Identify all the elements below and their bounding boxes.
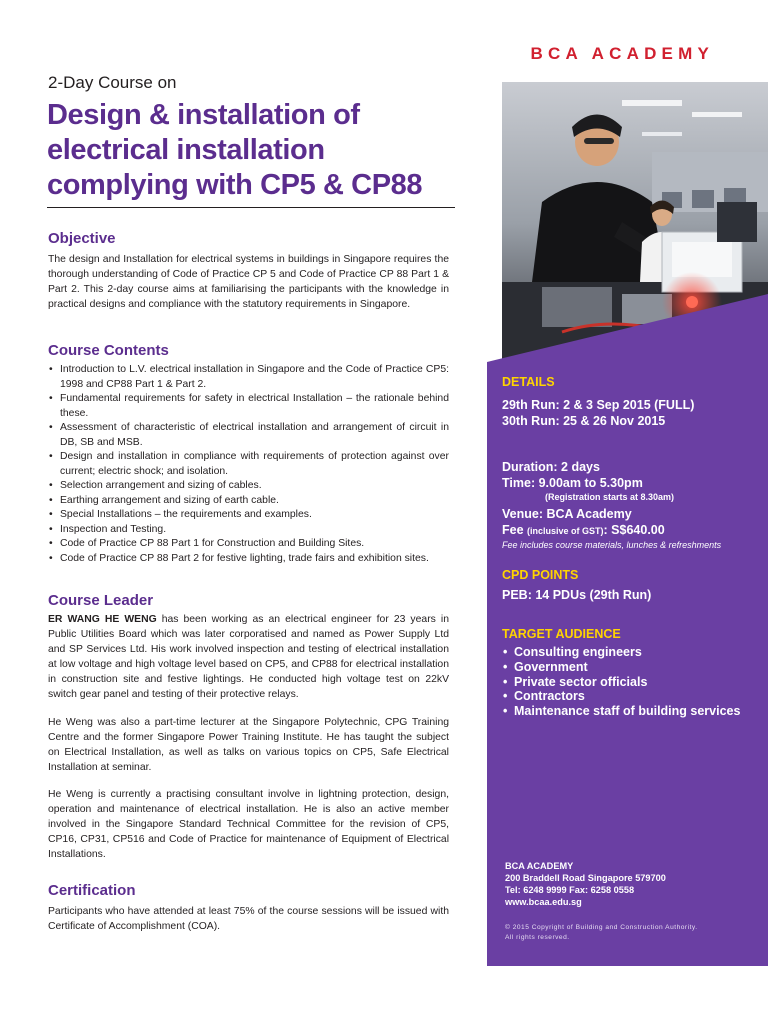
list-item: • Fundamental requirements for safety in electrical Installation – the rationale behind these.: [48, 392, 449, 421]
fee: [502, 523, 665, 537]
copyright-line: © 2015 Copyright of Building and Construction Authority.: [505, 924, 698, 931]
title-line: complying with CP5 & CP88: [47, 169, 423, 201]
list-item: • Inspection and Testing.: [48, 523, 449, 538]
contact-phone: Tel: 6248 9999 Fax: 6258 0558: [505, 885, 635, 895]
course-leader-bio-3: [48, 787, 449, 862]
leader-paragraph: He Weng was also a part-time lecturer at the Singapore Polytechnic, CPG Training Centre and the former Singapore Power Training Institute. He has taught the subject on Electrical Installation, as well as talks on various topics on CP5, Safe Electrical Installation at seminar.: [48, 717, 449, 773]
course-kicker: 2-Day Course on: [48, 73, 177, 92]
list-item: • Introduction to L.V. electrical installation in Singapore and the Code of Practice CP5: 1998 and CP88 Part 1 & Part 2.: [48, 363, 449, 392]
copyright-line: All rights reserved.: [505, 934, 570, 941]
details-heading: DETAILS: [502, 375, 555, 389]
leader-paragraph-text: has been working as an electrical engineer for 23 years in Public Utilities Board which was later corporatised and named as Power Supply Ltd and SP Services Ltd. His work involved inspection and testing of electrical installation at low voltage and high voltage level based on CP5, and CP88 for electrical installation in construction site and festive lightings. He conducted high voltage test on 22kV switch gear panel and testing of their protective relays.: [48, 614, 449, 700]
course-leader-bio: [48, 612, 449, 702]
venue: Venue: BCA Academy: [502, 507, 632, 521]
cpd-text: PEB: 14 PDUs (29th Run): [502, 588, 652, 602]
list-item: • Consulting engineers: [502, 645, 740, 660]
fee-label: Fee: [502, 523, 524, 537]
run-29: 29th Run: 2 & 3 Sep 2015 (FULL): [502, 398, 695, 412]
list-item: • Selection arrangement and sizing of cables.: [48, 479, 449, 494]
course-leader-heading: Course Leader: [48, 592, 154, 609]
course-leader-bio-2: [48, 715, 449, 775]
cpd-heading: CPD POINTS: [502, 568, 579, 582]
contact-org: BCA ACADEMY: [505, 861, 574, 871]
fee-amount: : S$640.00: [603, 523, 665, 537]
contact-block: [505, 860, 666, 908]
leader-paragraph: He Weng is currently a practising consultant involve in lightning protection, design, operation and maintenance of electrical installation. He is also an active member involved in the Singapore Standard Technical Committee for the revision of CP5, CP16, CP31, CP516 and Code of Practice for maintenance of Equipment of Electrical Installations.: [48, 789, 449, 860]
registration-note: (Registration starts at 8.30am): [545, 492, 675, 502]
run-30: 30th Run: 25 & 26 Nov 2015: [502, 414, 666, 428]
certification-heading: Certification: [48, 882, 136, 899]
audience-list: [502, 645, 740, 719]
objective-text: [48, 252, 449, 312]
copyright-notice: [505, 923, 698, 943]
contact-website[interactable]: www.bcaa.edu.sg: [505, 897, 582, 907]
certification-paragraph: Participants who have attended at least 75% of the course sessions will be issued with Certificate of Accomplishment (COA).: [48, 906, 449, 932]
list-item: • Design and installation in compliance with requirements of protection against over current; electric shock; and isolation.: [48, 450, 449, 479]
list-item: • Special Installations – the requirements and examples.: [48, 508, 449, 523]
title-divider: [47, 207, 455, 208]
list-item: • Assessment of characteristic of electrical installation and arrangement of circuit in DB, SB and MSB.: [48, 421, 449, 450]
time: Time: 9.00am to 5.30pm: [502, 476, 643, 490]
fee-gst-note: (inclusive of GST): [527, 526, 604, 536]
list-item: • Government: [502, 660, 740, 675]
certification-text: [48, 904, 449, 934]
contact-address: 200 Braddell Road Singapore 579700: [505, 873, 666, 883]
audience-heading: TARGET AUDIENCE: [502, 627, 621, 641]
objective-paragraph: The design and Installation for electrical systems in buildings in Singapore requires the thorough understanding of Code of Practice CP 5 and Code of Practice CP 88 Part 1 & Part 2. This 2-day course aims at familiarising the participants with the knowledge in practical designs and compliance with the statutory requirements in Singapore.: [48, 254, 449, 310]
title-line: electrical installation: [47, 134, 325, 166]
list-item: • Maintenance staff of building services: [502, 704, 740, 719]
leader-name: ER WANG HE WENG: [48, 614, 157, 625]
course-contents-heading: Course Contents: [48, 342, 169, 359]
list-item: • Private sector officials: [502, 675, 740, 690]
title-line: Design & installation of: [47, 99, 360, 131]
leader-paragraph: [48, 612, 449, 702]
objective-heading: Objective: [48, 230, 116, 247]
fee-includes: Fee includes course materials, lunches & refreshments: [502, 540, 722, 550]
list-item: • Earthing arrangement and sizing of earth cable.: [48, 494, 449, 509]
list-item: • Code of Practice CP 88 Part 2 for festive lighting, trade fairs and exhibition sites.: [48, 552, 449, 567]
duration: Duration: 2 days: [502, 460, 600, 474]
list-item: • Contractors: [502, 689, 740, 704]
course-contents-list: [48, 363, 449, 566]
course-title: [47, 98, 467, 203]
brand-logo-text: BCA ACADEMY: [530, 44, 714, 63]
list-item: • Code of Practice CP 88 Part 1 for Construction and Building Sites.: [48, 537, 449, 552]
